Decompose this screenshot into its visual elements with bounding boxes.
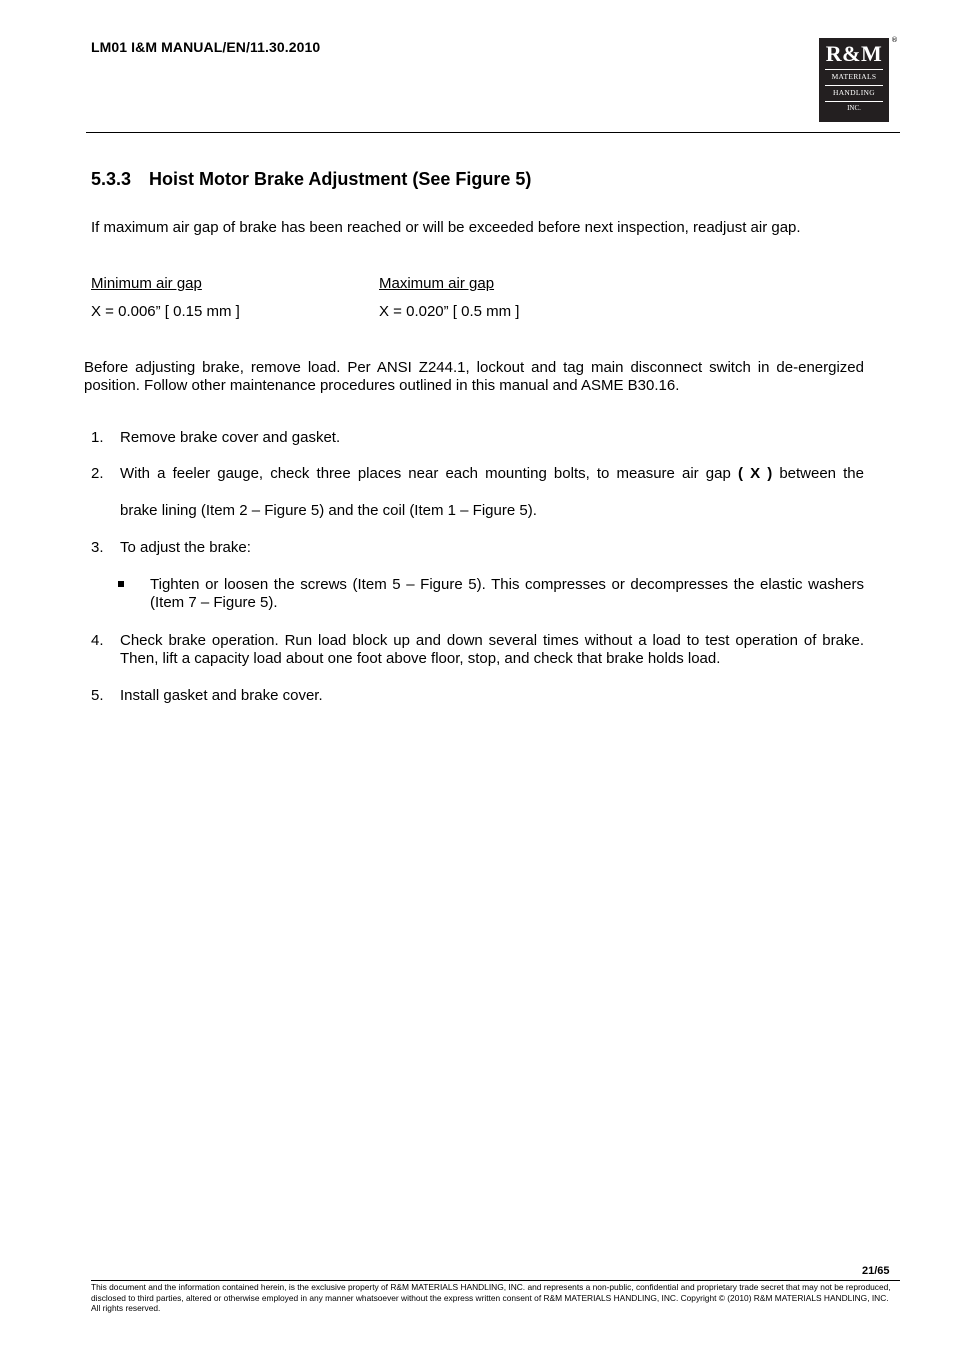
step-number: 5. <box>91 687 104 704</box>
step-text: Check brake operation. Run load block up and down several times without a load to test operation of brake. Then, lift a capacity load about one foot above floor, stop, and check that brake holds load. <box>120 632 864 667</box>
intro-paragraph: If maximum air gap of brake has been reached or will be exceeded before next inspection, readjust air gap. <box>91 219 801 236</box>
step-text: Install gasket and brake cover. <box>120 687 323 704</box>
section-title: Hoist Motor Brake Adjustment (See Figure 5) <box>149 169 532 189</box>
registered-mark: ® <box>891 36 898 44</box>
section-number: 5.3.3 <box>91 169 132 189</box>
step-text-part: between the <box>779 465 864 482</box>
max-air-gap-label: Maximum air gap <box>379 275 495 292</box>
min-air-gap-label: Minimum air gap <box>91 275 202 292</box>
company-logo <box>819 38 889 122</box>
document-id: LM01 I&M MANUAL/EN/11.30.2010 <box>91 39 321 55</box>
confidentiality-notice: This document and the information contained herein, is the exclusive property of R&M MATERIALS HANDLING, INC. and represents a non-public, confidential and proprietary trade secret that may not be reproduced, disclosed to third parties, altered or otherwise employed in any manner whatsoever without the express written consent of R&M MATERIALS HANDLING, INC. Copyright © (2010) R&M MATERIALS HANDLING, INC. All rights reserved. <box>91 1282 891 1313</box>
step-text-continued: brake lining (Item 2 – Figure 5) and the coil (Item 1 – Figure 5). <box>120 502 537 519</box>
step-text <box>120 465 864 483</box>
step-number: 1. <box>91 429 104 446</box>
step-text: To adjust the brake: <box>120 539 251 556</box>
bullet-marker <box>118 581 124 587</box>
footer-divider <box>91 1280 900 1281</box>
logo-mark: R&M <box>825 41 883 66</box>
step-number: 2. <box>91 465 104 482</box>
logo-line-inc: INC. <box>847 104 861 112</box>
air-gap-symbol: ( X ) <box>737 465 773 482</box>
sub-bullet-text: Tighten or loosen the screws (Item 5 – Figure 5). This compresses or decompresses the elastic washers (Item 7 – Figure 5). <box>150 576 864 611</box>
logo-line-materials: MATERIALS <box>831 72 877 81</box>
section-heading <box>91 169 531 190</box>
header-divider <box>86 132 900 133</box>
logo-line-handling: HANDLING <box>833 88 875 97</box>
page-number: 21/65 <box>862 1265 890 1277</box>
step-text: Remove brake cover and gasket. <box>120 429 341 446</box>
step-number: 4. <box>91 632 104 649</box>
min-air-gap-value: X = 0.006” [ 0.15 mm ] <box>91 303 240 320</box>
step-number: 3. <box>91 539 104 556</box>
safety-paragraph: Before adjusting brake, remove load. Per ANSI Z244.1, lockout and tag main disconnect switch in de-energized position. Follow other maintenance procedures outlined in this manual and ASME B30.16. <box>84 359 864 394</box>
max-air-gap-value: X = 0.020” [ 0.5 mm ] <box>379 303 520 320</box>
step-text-part: With a feeler gauge, check three places near each mounting bolts, to measure air gap <box>120 465 731 482</box>
